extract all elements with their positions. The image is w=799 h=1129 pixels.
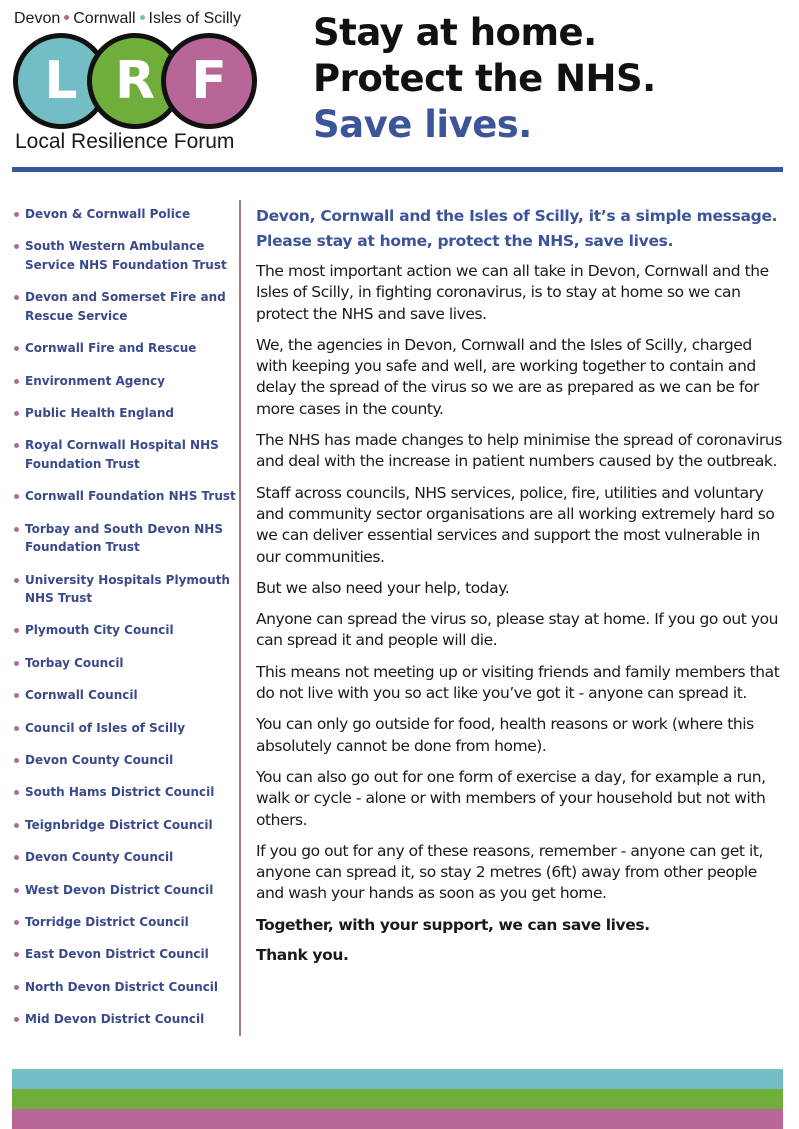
partner-item <box>14 372 236 391</box>
partner-item <box>14 751 236 770</box>
stripe-green <box>12 1089 783 1109</box>
partner-item <box>14 237 236 274</box>
bullet-icon <box>14 628 19 633</box>
lrf-logo <box>0 0 280 160</box>
logo-letter-l: L <box>44 51 78 111</box>
partner-name: Devon and Somerset Fire and Rescue Service <box>25 290 226 323</box>
partner-item <box>14 913 236 932</box>
thank-you: Thank you. <box>256 946 349 965</box>
bullet-icon <box>14 295 19 300</box>
footer-stripes <box>12 1069 783 1129</box>
tagline-scilly: Isles of Scilly <box>148 10 241 27</box>
main-content <box>256 204 786 975</box>
body-paragraph: But we also need your help, today. <box>256 578 510 597</box>
bullet-icon <box>14 527 19 532</box>
bullet-icon <box>14 790 19 795</box>
partner-item <box>14 404 236 423</box>
partner-item <box>14 783 236 802</box>
bullet-icon <box>14 244 19 249</box>
partner-item <box>14 686 236 705</box>
partner-item <box>14 520 236 557</box>
partner-item <box>14 288 236 325</box>
partner-name: Plymouth City Council <box>25 623 174 638</box>
dot-separator <box>64 15 69 20</box>
partner-item <box>14 487 236 506</box>
logo-circles <box>13 33 258 129</box>
bullet-icon <box>14 823 19 828</box>
partner-name: Public Health England <box>25 405 174 420</box>
partner-name: Devon & Cornwall Police <box>25 207 191 221</box>
partner-name: Council of Isles of Scilly <box>25 720 186 735</box>
dot-separator <box>140 15 145 20</box>
body-paragraphs <box>256 261 786 905</box>
logo-tagline <box>14 10 241 28</box>
headline-line-1: Stay at home. <box>313 11 597 54</box>
headline <box>313 10 656 148</box>
bullet-icon <box>14 952 19 957</box>
partner-name: Cornwall Council <box>25 688 138 703</box>
partner-name: Devon County Council <box>25 752 174 767</box>
partner-item <box>14 205 236 224</box>
partner-item <box>14 571 236 608</box>
partner-name: Devon County Council <box>25 850 174 865</box>
bullet-icon <box>14 758 19 763</box>
tagline-cornwall: Cornwall <box>73 10 136 27</box>
header-rule <box>12 167 783 172</box>
bullet-icon <box>14 888 19 893</box>
headline-line-3: Save lives. <box>313 103 532 146</box>
partner-item <box>14 436 236 473</box>
partner-name: Environment Agency <box>25 373 165 388</box>
body-paragraph: We, the agencies in Devon, Cornwall and the Isles of Scilly, charged with keeping you safe and well, are working together to contain and delay the spread of the virus so we are as prepared as we can be for more cases in the county. <box>256 335 759 418</box>
intro-message: Devon, Cornwall and the Isles of Scilly, it’s a simple message. Please stay at home, protect the NHS, save lives. <box>256 207 778 250</box>
partner-item <box>14 816 236 835</box>
partner-name: Cornwall Fire and Rescue <box>25 341 197 356</box>
bullet-icon <box>14 985 19 990</box>
partner-item <box>14 621 236 640</box>
logo-letter-f: F <box>191 51 227 111</box>
bullet-icon <box>14 443 19 448</box>
logo-letter-r: R <box>114 51 156 111</box>
bullet-icon <box>14 494 19 499</box>
logo-circle-f <box>161 33 257 129</box>
body-paragraph: You can only go outside for food, health reasons or work (where this absolutely cannot be done from home). <box>256 715 754 755</box>
bullet-icon <box>14 726 19 731</box>
partner-name: North Devon District Council <box>25 979 219 994</box>
partner-item <box>14 719 236 738</box>
body-paragraph: The most important action we can all take in Devon, Cornwall and the Isles of Scilly, in fighting coronavirus, is to stay at home so we can protect the NHS and save lives. <box>256 262 769 323</box>
body-paragraph: If you go out for any of these reasons, remember - anyone can get it, anyone can spread it, so stay 2 metres (6ft) away from other people and wash your hands as soon as you get home. <box>256 841 763 903</box>
body-paragraph: The NHS has made changes to help minimise the spread of coronavirus and deal with the increase in patient numbers caused by the outbreak. <box>256 431 782 471</box>
body-paragraph: This means not meeting up or visiting friends and family members that do not live with you so act like you’ve got it - anyone can spread it. <box>256 662 780 703</box>
bullet-icon <box>14 693 19 698</box>
logo-name: Local Resilience Forum <box>15 130 235 153</box>
body-paragraph: You can also go out for one form of exercise a day, for example a run, walk or cycle - alone or with members of your household but not with others. <box>256 767 766 829</box>
partner-name: South Western Ambulance Service NHS Foundation Trust <box>25 239 227 272</box>
closing-statement: Together, with your support, we can save lives. <box>256 915 650 934</box>
partner-item <box>14 945 236 964</box>
partner-name: Teignbridge District Council <box>25 817 213 832</box>
bullet-icon <box>14 920 19 925</box>
partner-name: Torbay and South Devon NHS Foundation Trust <box>25 521 223 555</box>
bullet-icon <box>14 346 19 351</box>
bullet-icon <box>14 411 19 416</box>
partner-item <box>14 1010 236 1029</box>
partner-name: Torbay Council <box>25 655 124 670</box>
partner-item <box>14 848 236 867</box>
partner-item <box>14 881 236 900</box>
stripe-teal <box>12 1069 783 1089</box>
bullet-icon <box>14 379 19 384</box>
partner-name: Cornwall Foundation NHS Trust <box>25 489 236 504</box>
column-divider <box>239 200 241 1036</box>
bullet-icon <box>14 855 19 860</box>
partner-name: Torridge District Council <box>25 914 189 929</box>
bullet-icon <box>14 661 19 666</box>
partner-item <box>14 654 236 673</box>
bullet-icon <box>14 1017 19 1022</box>
partner-name: University Hospitals Plymouth NHS Trust <box>25 572 230 606</box>
partner-list <box>14 205 236 1042</box>
body-paragraph: Anyone can spread the virus so, please stay at home. If you go out you can spread it and people will die. <box>256 610 779 650</box>
partner-item <box>14 978 236 997</box>
stripe-magenta <box>12 1109 783 1129</box>
headline-line-2: Protect the NHS. <box>313 57 656 100</box>
partner-name: Royal Cornwall Hospital NHS Foundation Trust <box>25 438 219 471</box>
partner-name: South Hams District Council <box>25 785 215 800</box>
tagline-devon: Devon <box>14 10 61 27</box>
bullet-icon <box>14 578 19 583</box>
partner-name: East Devon District Council <box>25 947 209 962</box>
body-paragraph: Staff across councils, NHS services, police, fire, utilities and voluntary and community sector organisations are all working extremely hard so we can deliver essential services and support the most vulnerable in our communities. <box>256 483 775 566</box>
partner-name: Mid Devon District Council <box>25 1012 205 1027</box>
bullet-icon <box>14 212 19 217</box>
partner-item <box>14 339 236 358</box>
partner-name: West Devon District Council <box>25 882 214 897</box>
